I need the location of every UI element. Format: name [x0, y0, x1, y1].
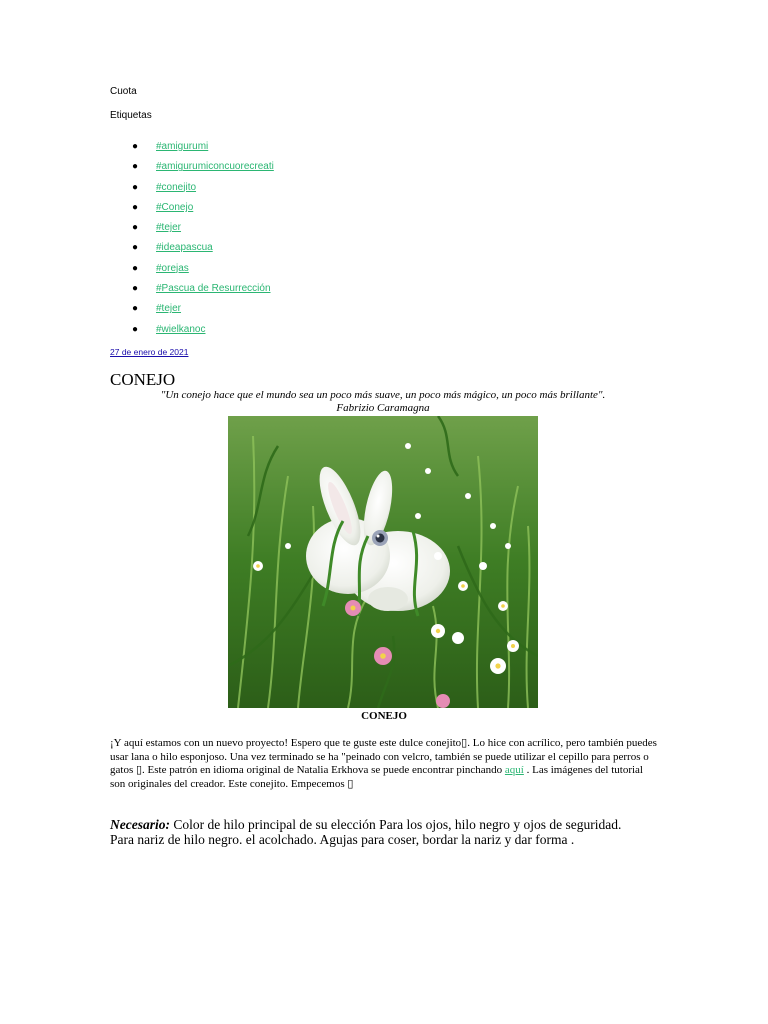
materials-paragraph [110, 818, 630, 848]
bullet-icon: ● [132, 262, 139, 274]
intro-text-end: . Las imágenes del tutorial son originales del creador. Este conejito. Empecemos ▯ [110, 764, 643, 790]
post-title: CONEJO [110, 370, 176, 389]
bullet-icon: ● [132, 323, 139, 335]
quote-author: Fabrizio Caramagna [336, 402, 430, 414]
bullet-icon: ● [132, 161, 139, 173]
intro-paragraph [110, 737, 658, 791]
tag-link[interactable]: #Conejo [156, 201, 194, 213]
materials-heading: Necesario: [110, 817, 170, 832]
tag-link[interactable]: #conejito [156, 181, 197, 193]
tag-link[interactable]: #amigurumi [156, 141, 209, 152]
bullet-icon: ● [132, 222, 139, 234]
tag-link[interactable]: #tejer [156, 222, 182, 234]
intro-text: ¡Y aquí estamos con un nuevo proyecto! Espero que te guste este dulce conejito▯. Lo hice con acrílico, pero también puedes usar lana o hilo esponjoso. Una vez terminado se ha "peinado con velcro, también se puede utilizar el cepillo para perros o gatos ▯. Este patrón en idioma original de Natalia Erkhova se puede encontrar pinchando [110, 737, 657, 777]
tag-link[interactable]: #ideapascua [156, 242, 213, 254]
bunny-photo-illustration [228, 416, 538, 708]
bullet-icon: ● [132, 283, 139, 295]
pattern-source-link[interactable]: aquí [504, 764, 524, 777]
tags-heading: Etiquetas [110, 110, 152, 121]
bullet-icon: ● [132, 141, 139, 152]
quote-text: "Un conejo hace que el mundo sea un poco más suave, un poco más mágico, un poco más brillante". [160, 389, 606, 401]
bunny-photo[interactable] [228, 416, 538, 708]
photo-caption: CONEJO [361, 710, 407, 722]
tag-link[interactable]: #wielkanoc [156, 323, 206, 335]
bullet-icon: ● [132, 303, 139, 315]
tag-link[interactable]: #tejer [156, 303, 182, 315]
bullet-icon: ● [132, 201, 139, 213]
materials-text: Color de hilo principal de su elección Para los ojos, hilo negro y ojos de seguridad. Para nariz de hilo negro. el acolchado. Agujas para coser, bordar la nariz y dar forma . [110, 817, 622, 847]
bullet-icon: ● [132, 242, 139, 254]
tag-link[interactable]: #orejas [156, 262, 189, 274]
bullet-icon: ● [132, 181, 139, 193]
tag-link[interactable]: #Pascua de Resurrección [156, 283, 271, 295]
post-date-link[interactable]: 27 de enero de 2021 [110, 347, 189, 357]
tag-link[interactable]: #amigurumiconcuorecreati [156, 161, 274, 173]
share-label[interactable]: Cuota [110, 86, 137, 97]
